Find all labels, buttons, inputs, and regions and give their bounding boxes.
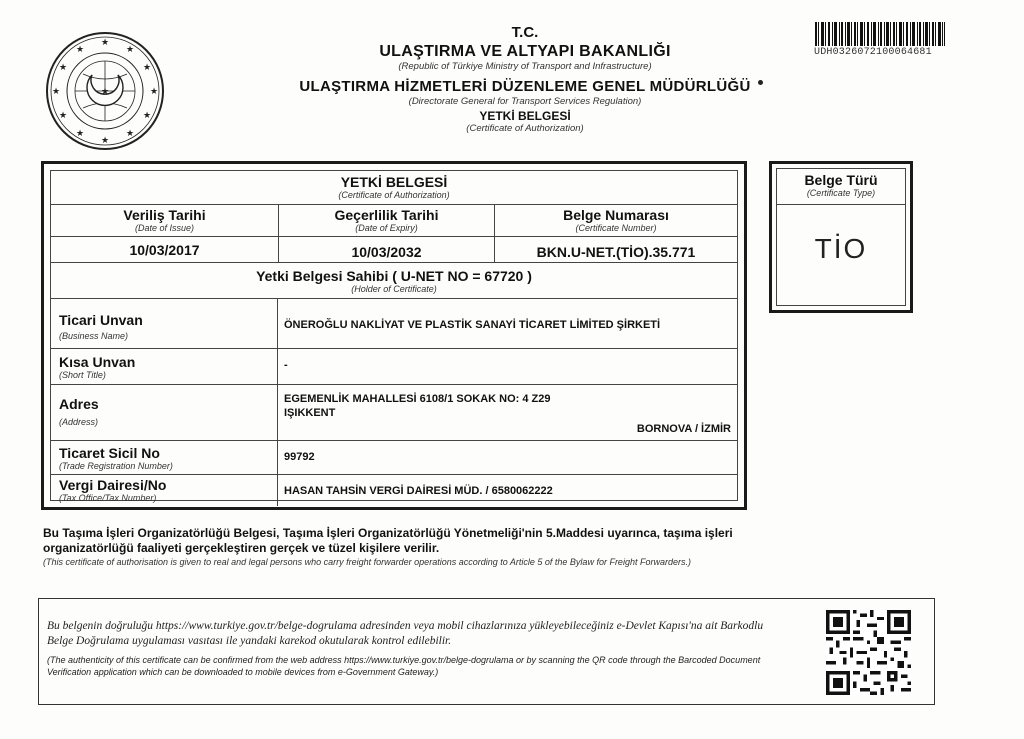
expiry-date-value: 10/03/2032 (278, 237, 494, 262)
ministry-seal-logo (44, 30, 166, 152)
address-label: Adres (59, 396, 99, 412)
svg-text:★: ★ (51, 86, 61, 96)
certificate-heading: YETKİ BELGESİ (479, 109, 571, 123)
expiry-date-label-en: (Date of Expiry) (355, 223, 418, 233)
certificate-title-row (51, 171, 737, 205)
address-line-2: IŞIKKENT (284, 407, 336, 419)
holder-label: Yetki Belgesi Sahibi ( U-NET NO = 67720 ) (256, 268, 532, 284)
legal-notice-tr: Bu Taşıma İşleri Organizatörlüğü Belgesi, Taşıma İşleri Organizatörlüğü Yönetmeliği'nin 5.Maddesi uyarınca, taşıma işleri organizatörlüğü faaliyeti gerçekleştiren gerçek ve tüzel kişilere verilir. (43, 526, 733, 555)
certificate-title-en: (Certificate of Authorization) (338, 190, 450, 200)
certificate-type-inner (776, 168, 906, 306)
svg-text:★: ★ (75, 44, 85, 54)
verification-text-tr: Bu belgenin doğruluğu https://www.turkiye.gov.tr/belge-dogrulama adresinden veya mobil cihazlarınıza yükleyebileceğiniz e-Devlet Kapısı'na ait Barkodlu Belge Doğrulama uygulaması vasıtası ile yandaki karekod okutularak kontrol edilebilir. (47, 620, 764, 647)
legal-notice (43, 526, 823, 568)
directorate-heading-en: (Directorate General for Transport Services Regulation) (408, 96, 642, 107)
address-label-en: (Address) (59, 417, 99, 427)
legal-notice-en: (This certificate of authorisation is given to real and legal persons who carry freight forwarder operations according to Article 5 of the Bylaw for Freight Forwarders.) (43, 557, 691, 567)
expiry-date-header (278, 205, 494, 236)
svg-text:★: ★ (142, 110, 152, 120)
certificate-table (50, 170, 738, 501)
certificate-number-header (494, 205, 737, 236)
address-city: BORNOVA / İZMİR (636, 423, 731, 435)
svg-text:★: ★ (100, 86, 110, 96)
tax-label-cell (51, 475, 278, 506)
address-value (278, 385, 737, 440)
holder-row (51, 263, 737, 299)
short-title-row (51, 349, 737, 385)
svg-text:★: ★ (125, 128, 135, 138)
certificate-heading-en: (Certificate of Authorization) (466, 123, 584, 134)
trade-registry-row (51, 441, 737, 475)
svg-text:★: ★ (58, 62, 68, 72)
svg-text:★: ★ (125, 44, 135, 54)
trade-registry-label-en: (Trade Registration Number) (59, 461, 173, 471)
address-line-1: EGEMENLİK MAHALLESİ 6108/1 SOKAK NO: 4 Z29 (284, 393, 551, 405)
barcode (815, 22, 945, 46)
trade-registry-label: Ticaret Sicil No (59, 445, 160, 461)
holder-label-en: (Holder of Certificate) (351, 284, 437, 294)
svg-text:★: ★ (149, 86, 159, 96)
ink-dot (758, 80, 763, 85)
trade-registry-value: 99792 (284, 451, 315, 463)
address-row (51, 385, 737, 441)
barcode-number: UDH0326072100064681 (814, 47, 932, 58)
tax-label: Vergi Dairesi/No (59, 477, 167, 493)
address-label-cell (51, 385, 278, 440)
certificate-number-label-en: (Certificate Number) (575, 223, 657, 233)
svg-text:★: ★ (100, 37, 110, 47)
certificate-type-box (769, 161, 913, 313)
certificate-box (41, 161, 747, 510)
dates-label-row (51, 205, 737, 237)
tax-label-en: (Tax Office/Tax Number) (59, 493, 157, 503)
svg-text:★: ★ (142, 62, 152, 72)
tc-heading: T.C. (511, 24, 539, 41)
business-name-label-cell (51, 299, 278, 348)
document-header (200, 24, 850, 135)
business-name-label: Ticari Unvan (59, 312, 143, 328)
ministry-heading-en: (Republic of Türkiye Ministry of Transport and Infrastructure) (398, 61, 652, 72)
expiry-date-label: Geçerlilik Tarihi (334, 207, 439, 223)
short-title-label: Kısa Unvan (59, 354, 136, 370)
business-name-row (51, 299, 737, 349)
tax-value: HASAN TAHSİN VERGİ DAİRESİ MÜD. / 6580062222 (284, 485, 553, 497)
issue-date-value: 10/03/2017 (129, 242, 200, 258)
dates-value-row (51, 237, 737, 263)
short-title-label-cell (51, 349, 278, 384)
verification-text-en: (The authenticity of this certificate can be confirmed from the web address https://www.turkiye.gov.tr/belge-dogrulama or by scanning the QR code through the Barcoded Document Verification application which can be downloaded to mobile devices from e-Government Gateway.) (47, 655, 761, 677)
short-title-label-en: (Short Title) (59, 370, 106, 380)
certificate-type-label: Belge Türü (804, 172, 878, 188)
issue-date-header (51, 205, 278, 236)
certificate-type-label-en: (Certificate Type) (806, 188, 876, 198)
qr-code (826, 610, 911, 695)
certificate-title: YETKİ BELGESİ (340, 174, 448, 190)
certificate-type-value: TİO (814, 233, 868, 264)
issue-date-label-en: (Date of Issue) (134, 223, 195, 233)
business-name-label-en: (Business Name) (59, 331, 129, 341)
issue-date-label: Veriliş Tarihi (123, 207, 206, 223)
svg-text:★: ★ (75, 128, 85, 138)
certificate-number-value: BKN.U-NET.(TİO).35.771 (494, 237, 737, 262)
trade-registry-label-cell (51, 441, 278, 474)
directorate-heading: ULAŞTIRMA HİZMETLERİ DÜZENLEME GENEL MÜDÜRLÜĞÜ (299, 78, 751, 95)
svg-text:★: ★ (100, 135, 110, 145)
ministry-heading: ULAŞTIRMA VE ALTYAPI BAKANLIĞI (379, 43, 671, 60)
business-name-value: ÖNEROĞLU NAKLİYAT VE PLASTİK SANAYİ TİCARET LİMİTED ŞİRKETİ (284, 319, 661, 331)
short-title-value: - (284, 359, 288, 371)
certificate-number-label: Belge Numarası (563, 207, 669, 223)
verification-box (38, 598, 935, 705)
svg-text:★: ★ (58, 110, 68, 120)
certificate-type-header (777, 169, 905, 205)
tax-row (51, 475, 737, 506)
